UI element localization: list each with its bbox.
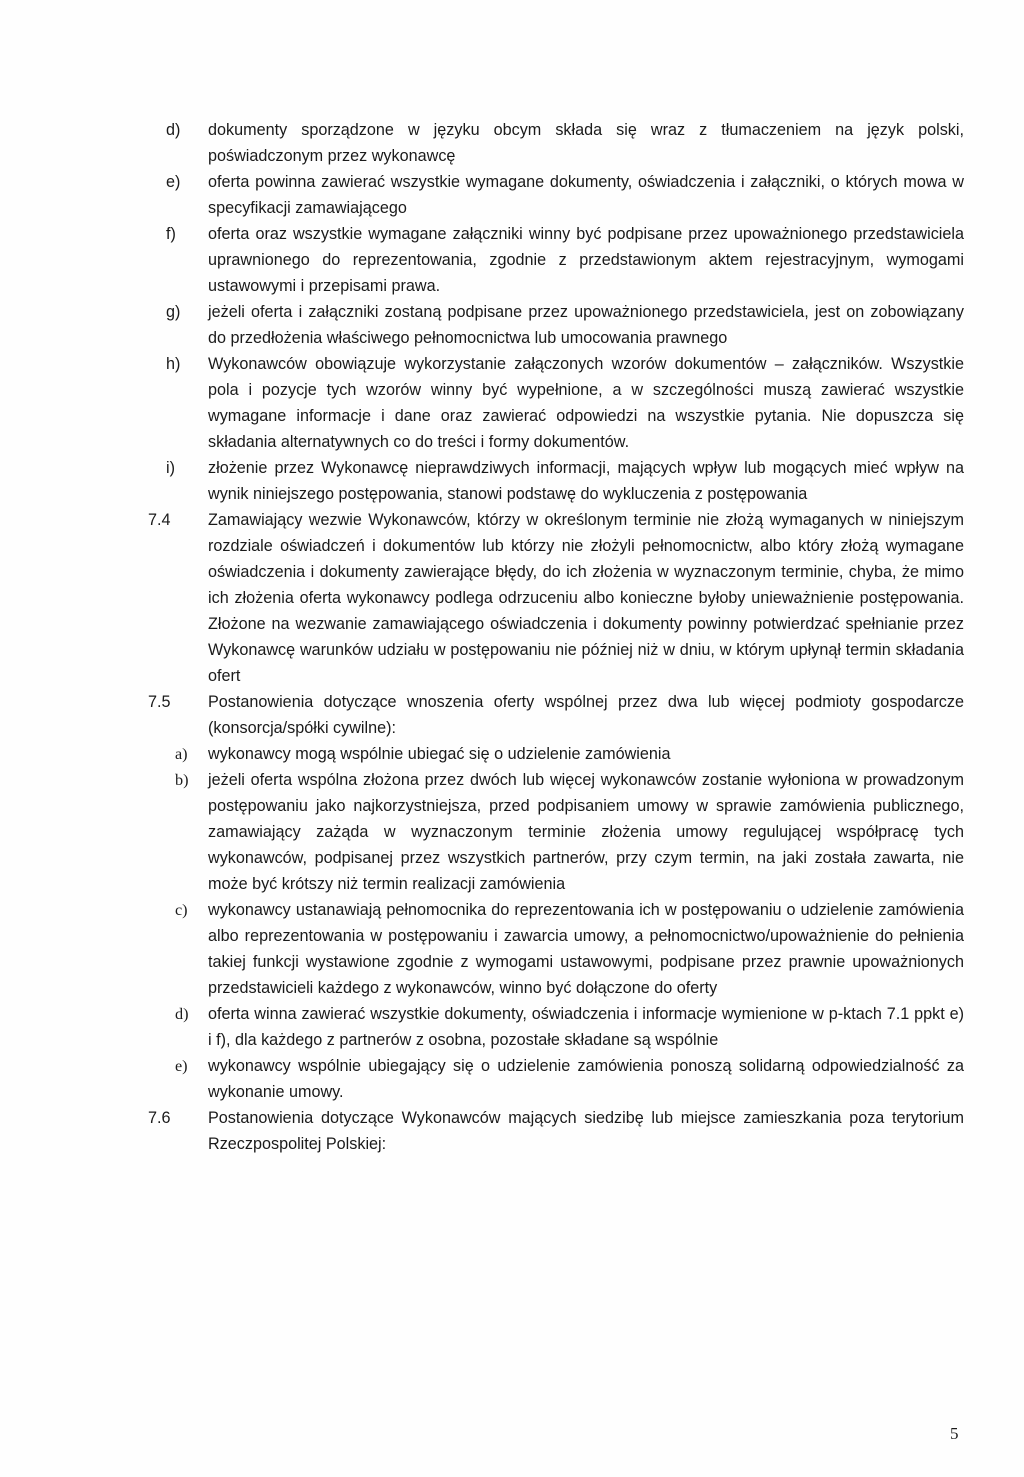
- section-7-5-item-d: [0, 1001, 1024, 1053]
- section-number: 7.4: [148, 511, 171, 529]
- section-7-5-item-e: [0, 1053, 1024, 1105]
- item-text: jeżeli oferta wspólna złożona przez dwóch lub więcej wykonawców zostanie wyłoniona w prowadzonym postępowaniu jako najkorzystniejsza, przed podpisaniem umowy w sprawie zamówienia publicznego, zamawiający zażąda w wyznaczonym terminie złożenia umowy regulującej współpracę tych wykonawców, podpisanej przez wszystkich partnerów, przy czym termin, na jaki została zawarta, nie może być krótszy niż termin realizacji zamówienia: [208, 771, 964, 893]
- item-label: d): [166, 121, 181, 139]
- section-text: Postanowienia dotyczące wnoszenia oferty wspólnej przez dwa lub więcej podmioty gospodarcze (konsorcja/spółki cywilne):: [208, 693, 964, 737]
- item-label: h): [166, 355, 181, 373]
- item-text: wykonawcy wspólnie ubiegający się o udzielenie zamówienia ponoszą solidarną odpowiedzialność za wykonanie umowy.: [208, 1057, 964, 1101]
- list-item-i: [0, 455, 1024, 507]
- item-text: jeżeli oferta i załączniki zostaną podpisane przez upoważnionego przedstawiciela, jest on zobowiązany do przedłożenia właściwego pełnomocnictwa lub umocowania prawnego: [208, 303, 964, 347]
- list-item-g: [0, 299, 1024, 351]
- list-item-f: [0, 221, 1024, 299]
- section-text: Postanowienia dotyczące Wykonawców mających siedzibę lub miejsce zamieszkania poza terytorium Rzeczpospolitej Polskiej:: [208, 1109, 964, 1153]
- item-text: oferta winna zawierać wszystkie dokumenty, oświadczenia i informacje wymienione w p-ktach 7.1 ppkt e) i f), dla każdego z partnerów z osobna, pozostałe składane są wspólnie: [208, 1005, 964, 1049]
- item-label: e): [166, 173, 181, 191]
- item-label: e): [175, 1057, 188, 1075]
- document-body: [0, 117, 1024, 1157]
- item-text: Wykonawców obowiązuje wykorzystanie załączonych wzorów dokumentów – załączników. Wszystkie pola i pozycje tych wzorów winny być wypełnione, a w szczególności muszą zawierać wszystkie wymagane informacje i dane oraz zawierać odpowiedzi na wszystkie pytania. Nie dopuszcza się składania alternatywnych co do treści i formy dokumentów.: [208, 355, 964, 451]
- item-label: d): [175, 1005, 189, 1023]
- item-label: g): [166, 303, 181, 321]
- item-text: złożenie przez Wykonawcę nieprawdziwych informacji, mających wpływ lub mogących mieć wpływ na wynik niniejszego postępowania, stanowi podstawę do wykluczenia z postępowania: [208, 459, 964, 503]
- section-7-4: [0, 507, 1024, 689]
- section-7-5-item-b: [0, 767, 1024, 897]
- item-text: oferta powinna zawierać wszystkie wymagane dokumenty, oświadczenia i załączniki, o których mowa w specyfikacji zamawiającego: [208, 173, 964, 217]
- list-item-h: [0, 351, 1024, 455]
- item-label: c): [175, 901, 188, 919]
- item-text: oferta oraz wszystkie wymagane załączniki winny być podpisane przez upoważnionego przedstawiciela uprawnionego do reprezentowania, zgodnie z przedstawionym aktem rejestracyjnym, wymogami ustawowymi i przepisami prawa.: [208, 225, 964, 295]
- section-number: 7.5: [148, 693, 171, 711]
- section-7-5: [0, 689, 1024, 741]
- section-7-5-item-a: [0, 741, 1024, 767]
- item-label: f): [166, 225, 176, 243]
- list-item-d: [0, 117, 1024, 169]
- section-7-5-item-c: [0, 897, 1024, 1001]
- list-item-e: [0, 169, 1024, 221]
- item-label: a): [175, 745, 188, 763]
- item-text: dokumenty sporządzone w języku obcym składa się wraz z tłumaczeniem na język polski, poświadczonym przez wykonawcę: [208, 121, 964, 165]
- item-text: wykonawcy ustanawiają pełnomocnika do reprezentowania ich w postępowaniu o udzielenie zamówienia albo reprezentowania w postępowaniu i zawarcia umowy, a pełnomocnictwo/upoważnienie do pełnienia takiej funkcji wystawione zgodnie z wymogami ustawowymi, podpisane przez prawnie upoważnionych przedstawicieli każdego z wykonawców, winno być dołączone do oferty: [208, 901, 964, 997]
- section-text: Zamawiający wezwie Wykonawców, którzy w określonym terminie nie złożą wymaganych w niniejszym rozdziale oświadczeń i dokumentów lub którzy nie złożyli pełnomocnictw, albo który złożą wymagane oświadczenia i dokumenty zawierające błędy, do ich złożenia w wyznaczonym terminie, chyba, że mimo ich złożenia oferta wykonawcy podlega odrzuceniu albo konieczne byłoby unieważnienie postępowania. Złożone na wezwanie zamawiającego oświadczenia i dokumenty powinny potwierdzać spełnianie przez Wykonawcę warunków udziału w postępowaniu nie później niż w dniu, w którym upłynął termin składania ofert: [208, 511, 964, 685]
- item-label: i): [166, 459, 175, 477]
- page-number: 5: [950, 1424, 959, 1443]
- section-7-6: [0, 1105, 1024, 1157]
- item-text: wykonawcy mogą wspólnie ubiegać się o udzielenie zamówienia: [208, 745, 671, 763]
- item-label: b): [175, 771, 189, 789]
- section-number: 7.6: [148, 1109, 171, 1127]
